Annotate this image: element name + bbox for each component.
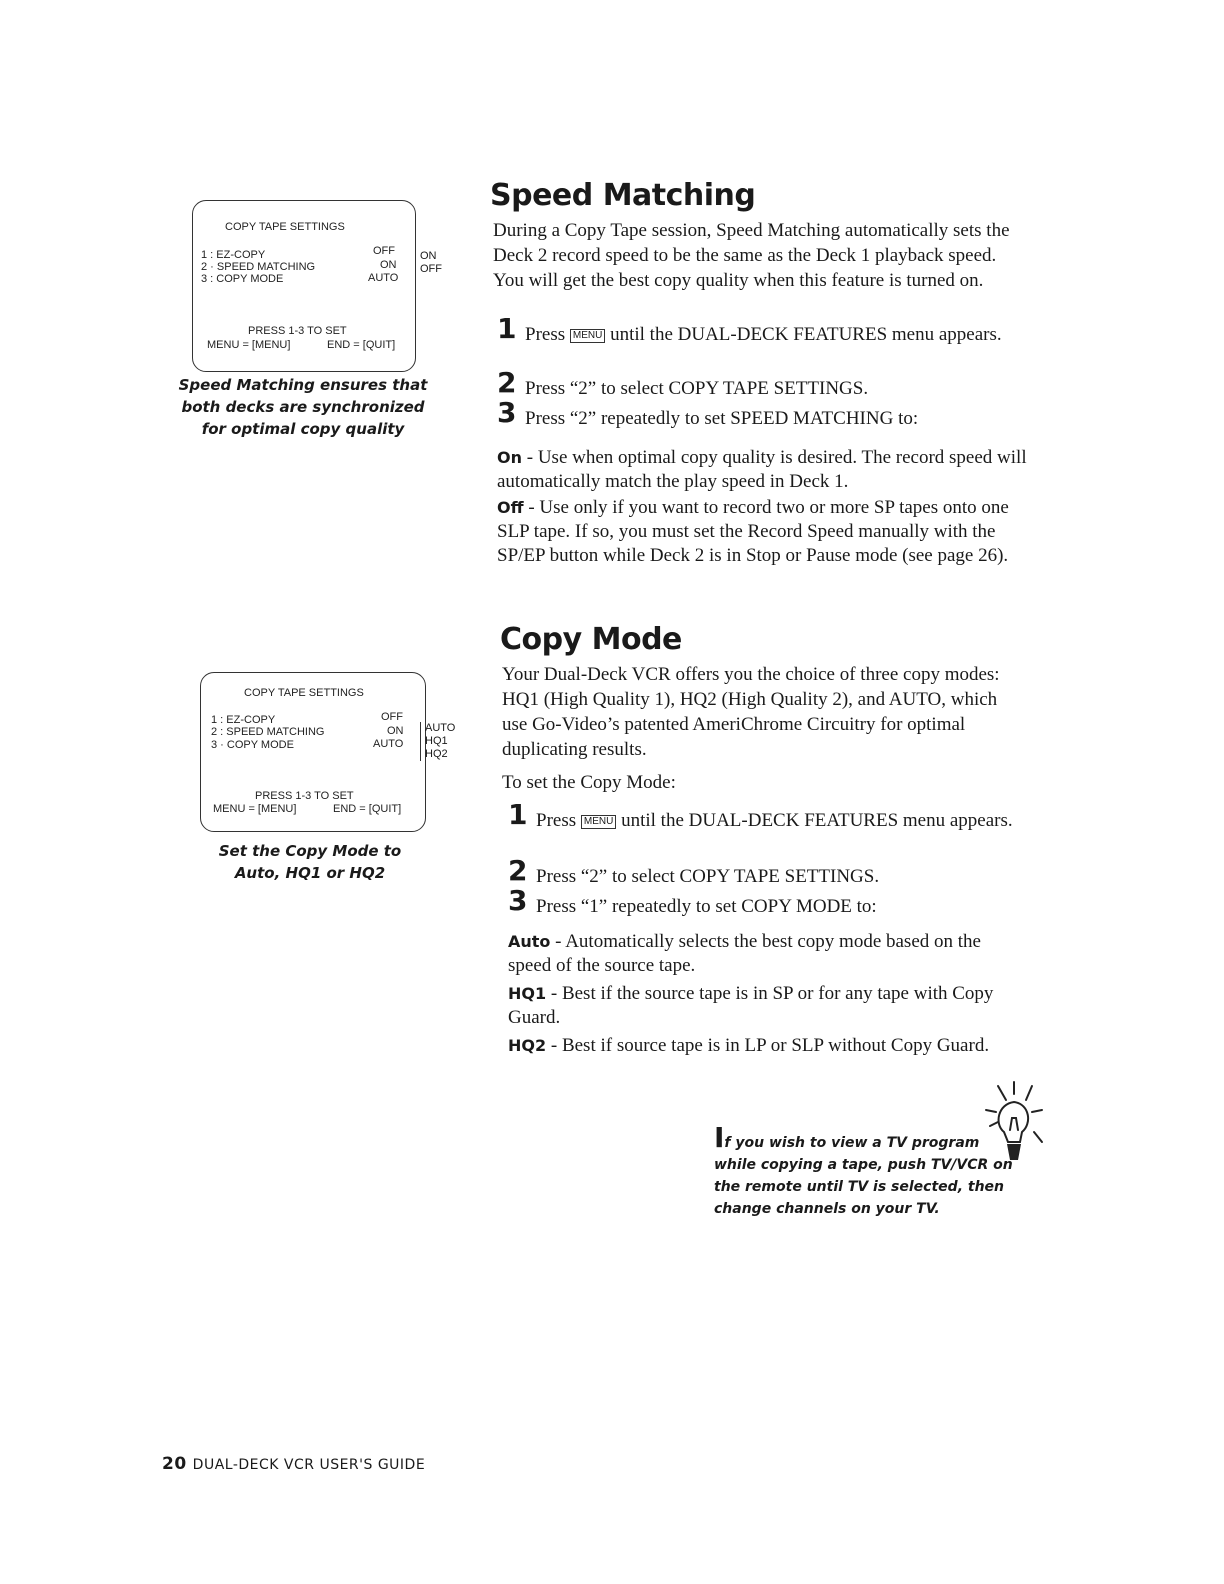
tip-line: change channels on your TV. [714, 1201, 940, 1217]
option-term: HQ1 [508, 984, 547, 1003]
osd-submenu-option: AUTO [425, 722, 456, 734]
caption-line: for optimal copy quality [201, 420, 405, 438]
speed-step-1 [497, 312, 1017, 347]
step-number: 3 [508, 884, 528, 917]
osd-item-label: 1 : EZ-COPY [211, 714, 276, 726]
speed-option-off [497, 496, 1027, 568]
copy-mode-lead: To set the Copy Mode: [502, 772, 676, 793]
step-number: 1 [497, 312, 517, 345]
page-footer [162, 1454, 425, 1474]
caption-line: Set the Copy Mode to [218, 842, 402, 860]
osd-item-label: 2 · SPEED MATCHING [201, 261, 316, 273]
speed-matching-osd-screen [192, 200, 416, 372]
copy-step-2 [508, 854, 1018, 889]
osd-submenu [420, 722, 455, 761]
step-text: Press [536, 810, 577, 831]
speed-step-2 [497, 366, 1017, 401]
option-term: Auto [508, 932, 551, 951]
step-text: Press “1” repeatedly to set COPY MODE to: [536, 896, 877, 917]
option-desc: - Use only if you want to record two or more SP tapes onto one SLP tape. If so, you must set the Record Speed manually with the SP/EP button while Deck 2 is in Stop or Pause mode (see page 26). [497, 497, 1009, 566]
copy-step-3 [508, 884, 1018, 919]
caption-line: Auto, HQ1 or HQ2 [234, 864, 386, 882]
step-text: Press “2” repeatedly to set SPEED MATCHING to: [525, 408, 919, 429]
step-number: 1 [508, 798, 528, 831]
tip-initial: I [714, 1121, 725, 1154]
step-number: 2 [508, 854, 528, 887]
page-number: 20 [162, 1454, 187, 1474]
option-term: Off [497, 498, 524, 517]
tip-line: f you wish to view a TV program [724, 1135, 980, 1151]
osd-submenu-option: HQ1 [425, 735, 448, 747]
speed-matching-caption [178, 374, 428, 440]
menu-key-icon: MENU [581, 815, 616, 829]
osd-end-hint: END = [QUIT] [327, 339, 396, 351]
speed-option-on [497, 446, 1037, 494]
tip-line: the remote until TV is selected, then [714, 1179, 1005, 1195]
osd-item-label: 3 · COPY MODE [211, 739, 294, 751]
step-text: Press “2” to select COPY TAPE SETTINGS. [525, 378, 869, 399]
speed-matching-heading: Speed Matching [490, 178, 756, 213]
osd-press-hint: PRESS 1-3 TO SET [255, 790, 354, 802]
speed-matching-intro: During a Copy Tape session, Speed Matching automatically sets the Deck 2 record speed to be the same as the Deck 1 playback speed. You will get the best copy quality when this feature is turned on. [493, 220, 1010, 291]
osd-item-value: ON [380, 259, 397, 271]
osd-title: COPY TAPE SETTINGS [244, 687, 364, 699]
osd-item-value: OFF [381, 711, 403, 723]
copy-mode-caption [190, 840, 430, 884]
step-text: until the DUAL-DECK FEATURES menu appears. [610, 324, 1002, 345]
copy-option-auto [508, 930, 1028, 978]
copy-mode-intro: Your Dual-Deck VCR offers you the choice of three copy modes: HQ1 (High Quality 1), HQ2 (High Quality 2), and AUTO, which use Go-Video’s patented AmeriChrome Circuitry for optimal duplicating results. [502, 664, 1000, 760]
osd-item-label: 3 : COPY MODE [201, 273, 284, 285]
step-text: Press “2” to select COPY TAPE SETTINGS. [536, 866, 880, 887]
option-desc: - Automatically selects the best copy mode based on the speed of the source tape. [508, 931, 981, 976]
copy-mode-osd-screen [200, 672, 426, 832]
menu-key-icon: MENU [570, 329, 605, 343]
osd-item-label: 2 : SPEED MATCHING [211, 726, 325, 738]
step-number: 2 [497, 366, 517, 399]
osd-item-label: 1 : EZ-COPY [201, 249, 266, 261]
step-text: Press [525, 324, 566, 345]
osd-menu-hint: MENU = [MENU] [213, 803, 297, 815]
step-number: 3 [497, 396, 517, 429]
option-term: HQ2 [508, 1036, 547, 1055]
osd-submenu-option: HQ2 [425, 748, 448, 760]
option-desc: - Best if the source tape is in SP or for any tape with Copy Guard. [508, 983, 994, 1028]
osd-press-hint: PRESS 1-3 TO SET [248, 325, 347, 337]
copy-mode-heading: Copy Mode [500, 622, 682, 657]
speed-step-3 [497, 396, 1017, 431]
osd-item-value: AUTO [373, 738, 404, 750]
step-text: until the DUAL-DECK FEATURES menu appears. [621, 810, 1013, 831]
option-term: On [497, 448, 522, 467]
option-desc: - Best if source tape is in LP or SLP without Copy Guard. [550, 1035, 990, 1056]
osd-item-value: ON [387, 725, 404, 737]
copy-option-hq1 [508, 982, 1028, 1030]
osd-end-hint: END = [QUIT] [333, 803, 402, 815]
copy-step-1 [508, 798, 1018, 833]
option-desc: - Use when optimal copy quality is desired. The record speed will automatically match the play speed in Deck 1. [497, 447, 1027, 492]
caption-line: Speed Matching ensures that [178, 376, 428, 394]
caption-line: both decks are synchronized [181, 398, 425, 416]
osd-submenu [415, 250, 442, 276]
osd-submenu-option: ON [420, 250, 437, 262]
osd-title: COPY TAPE SETTINGS [225, 221, 345, 233]
tip-line: while copying a tape, push TV/VCR on [714, 1157, 1013, 1173]
copy-option-hq2 [508, 1034, 1048, 1058]
footer-title: DUAL-DECK VCR USER'S GUIDE [192, 1457, 426, 1473]
osd-menu-hint: MENU = [MENU] [207, 339, 291, 351]
tip-box [714, 1121, 1014, 1220]
osd-submenu-option: OFF [420, 263, 442, 275]
osd-item-value: AUTO [368, 272, 399, 284]
osd-item-value: OFF [373, 245, 395, 257]
